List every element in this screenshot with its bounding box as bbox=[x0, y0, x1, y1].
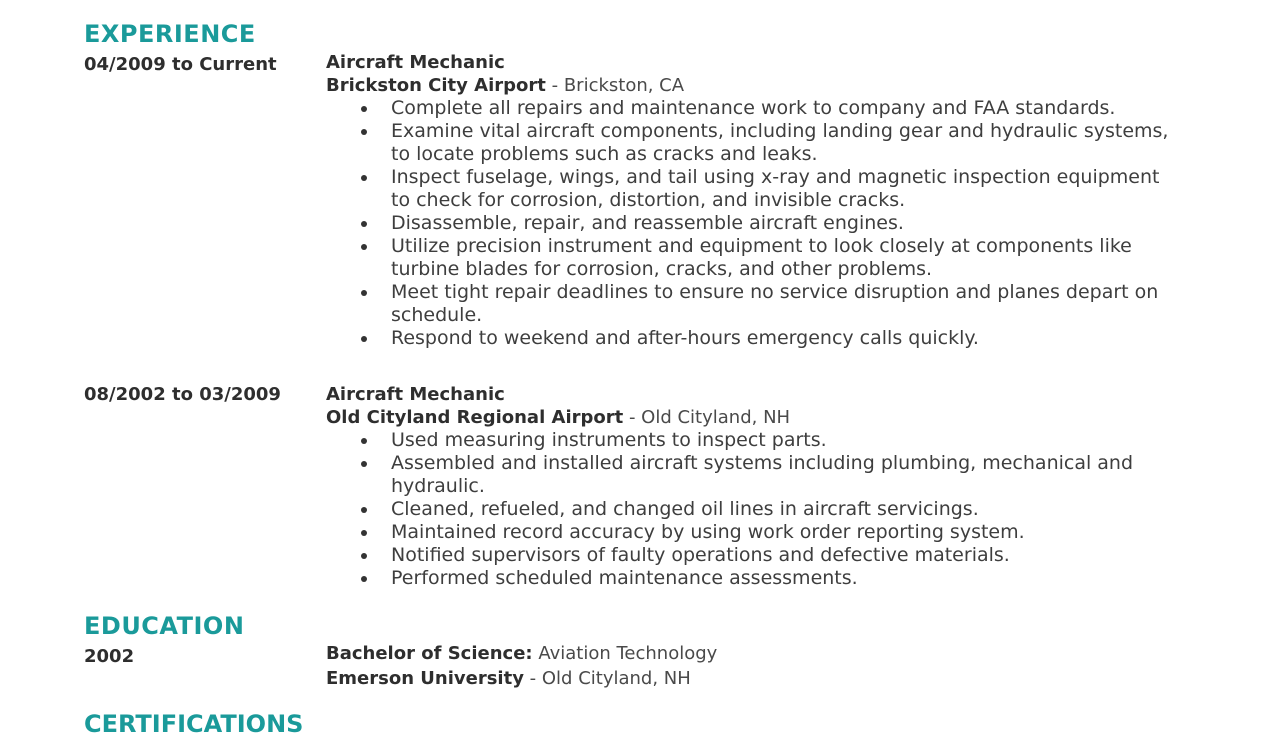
list-item: Assembled and installed aircraft systems including plumbing, mechanical and hydraulic. bbox=[326, 452, 1171, 498]
list-item: Cleaned, refueled, and changed oil lines in aircraft servicings. bbox=[326, 498, 1171, 521]
list-item: Maintained record accuracy by using work order reporting system. bbox=[326, 521, 1171, 544]
job-1-location: - Brickston, CA bbox=[545, 75, 685, 96]
job-2-location: - Old Cityland, NH bbox=[623, 407, 791, 428]
degree-line bbox=[326, 642, 1226, 665]
school-line bbox=[326, 667, 1226, 690]
job-2-entry bbox=[326, 383, 1226, 590]
list-item: Inspect fuselage, wings, and tail using x-ray and magnetic inspection equipment to check for corrosion, distortion, and invisible cracks. bbox=[326, 166, 1171, 212]
job-1-employer-line bbox=[326, 74, 1226, 97]
school-name: Emerson University bbox=[326, 668, 524, 689]
education-heading: EDUCATION bbox=[84, 612, 245, 640]
degree: Bachelor of Science: bbox=[326, 643, 533, 664]
job-2-dates: 08/2002 to 03/2009 bbox=[84, 384, 281, 405]
experience-heading: EXPERIENCE bbox=[84, 20, 256, 48]
job-1-bullets bbox=[326, 97, 1226, 350]
list-item: Meet tight repair deadlines to ensure no service disruption and planes depart on schedule. bbox=[326, 281, 1171, 327]
job-1-entry bbox=[326, 51, 1226, 350]
list-item: Complete all repairs and maintenance work to company and FAA standards. bbox=[326, 97, 1171, 120]
list-item: Notified supervisors of faulty operations and defective materials. bbox=[326, 544, 1171, 567]
list-item: Utilize precision instrument and equipment to look closely at components like turbine blades for corrosion, cracks, and other problems. bbox=[326, 235, 1171, 281]
field-of-study: Aviation Technology bbox=[532, 643, 718, 664]
certifications-heading: CERTIFICATIONS bbox=[84, 710, 304, 738]
job-2-employer-line bbox=[326, 406, 1226, 429]
job-2-title: Aircraft Mechanic bbox=[326, 384, 505, 405]
education-year: 2002 bbox=[84, 646, 135, 667]
job-1-dates: 04/2009 to Current bbox=[84, 54, 277, 75]
list-item: Used measuring instruments to inspect parts. bbox=[326, 429, 1171, 452]
job-2-bullets bbox=[326, 429, 1226, 590]
list-item: Disassemble, repair, and reassemble aircraft engines. bbox=[326, 212, 1171, 235]
education-entry bbox=[326, 642, 1226, 690]
job-2-employer: Old Cityland Regional Airport bbox=[326, 407, 624, 428]
list-item: Respond to weekend and after-hours emergency calls quickly. bbox=[326, 327, 1171, 350]
school-location: - Old Cityland, NH bbox=[523, 668, 691, 689]
job-1-employer: Brickston City Airport bbox=[326, 75, 546, 96]
list-item: Performed scheduled maintenance assessments. bbox=[326, 567, 1171, 590]
list-item: Examine vital aircraft components, including landing gear and hydraulic systems, to locate problems such as cracks and leaks. bbox=[326, 120, 1171, 166]
job-1-title: Aircraft Mechanic bbox=[326, 52, 505, 73]
